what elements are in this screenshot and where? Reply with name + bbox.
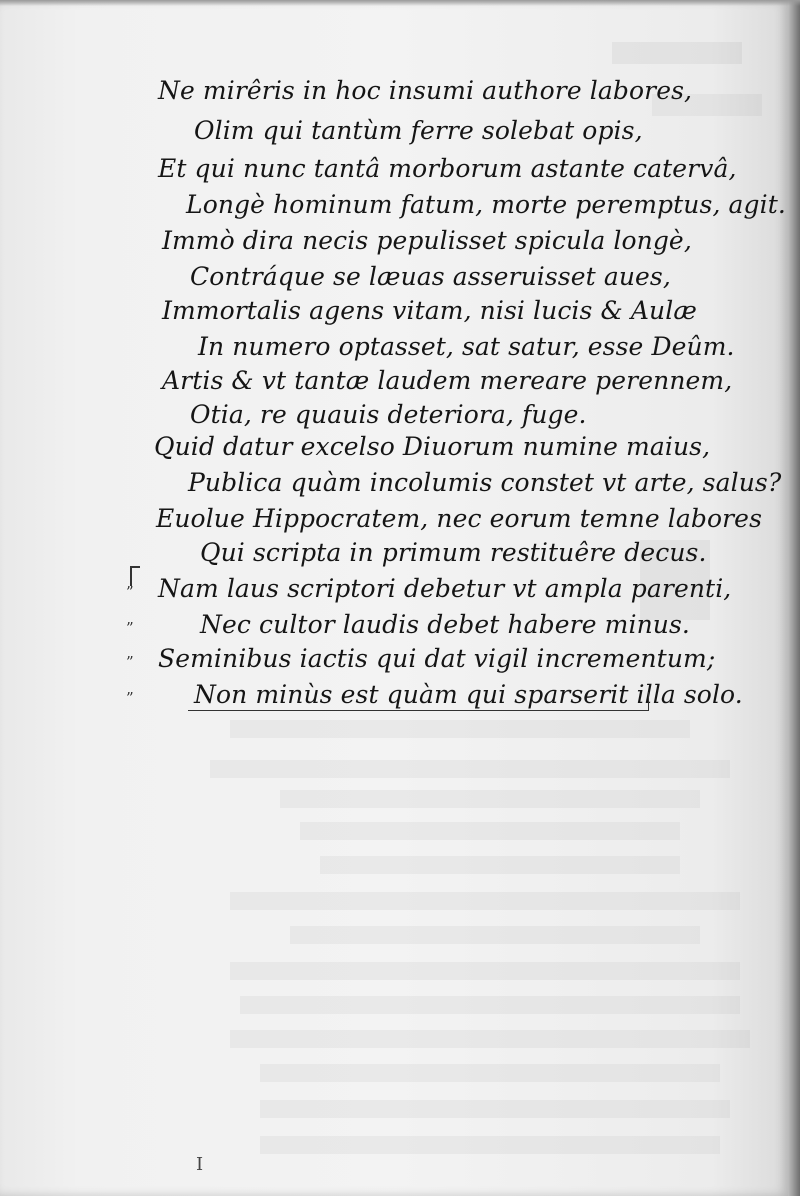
poem-line-4: Longè hominum fatum, morte peremptus, agit.	[186, 190, 786, 219]
poem-line-2: Olim qui tantùm ferre solebat opis,	[194, 116, 643, 145]
poem-line-13: Euolue Hippocratem, nec eorum temne labores	[156, 504, 763, 533]
poem-line-6: Contráque se læuas asseruisset aues,	[190, 262, 671, 291]
poem-line-14: Qui scripta in primum restituêre decus.	[200, 538, 707, 567]
poem-line-10: Otia, re quauis deteriora, fuge.	[190, 400, 587, 429]
folio: I	[196, 1154, 204, 1175]
quote-mark: ”	[126, 653, 134, 671]
poem-line-16: Nec cultor laudis debet habere minus.	[200, 610, 690, 639]
poem-line-18: Non minùs est quàm qui sparserit illa solo.	[194, 680, 743, 709]
poem-line-12: Publica quàm incolumis constet vt arte, salus?	[188, 468, 782, 497]
poem-line-1: Ne mirêris in hoc insumi authore labores,	[158, 76, 693, 105]
poem-line-5: Immò dira necis pepulisset spicula longè,	[162, 226, 692, 255]
quote-mark: ”	[126, 689, 134, 707]
quote-mark: ”	[126, 583, 134, 601]
poem-line-8: In numero optasset, sat satur, esse Deûm.	[198, 332, 735, 361]
poem-line-3: Et qui nunc tantâ morborum astante catervâ,	[158, 154, 737, 183]
poem-line-11: Quid datur excelso Diuorum numine maius,	[154, 432, 711, 461]
quote-mark: ”	[126, 619, 134, 637]
poem-line-7: Immortalis agens vitam, nisi lucis & Aulæ	[162, 296, 697, 325]
poem-line-15: Nam laus scriptori debetur vt ampla parenti,	[158, 574, 732, 603]
bracket-underline	[188, 692, 649, 711]
poem-line-17: Seminibus iactis qui dat vigil incrementum;	[158, 644, 716, 673]
bracket-mark	[130, 566, 140, 586]
poem-line-9: Artis & vt tantæ laudem mereare perennem,	[162, 366, 733, 395]
